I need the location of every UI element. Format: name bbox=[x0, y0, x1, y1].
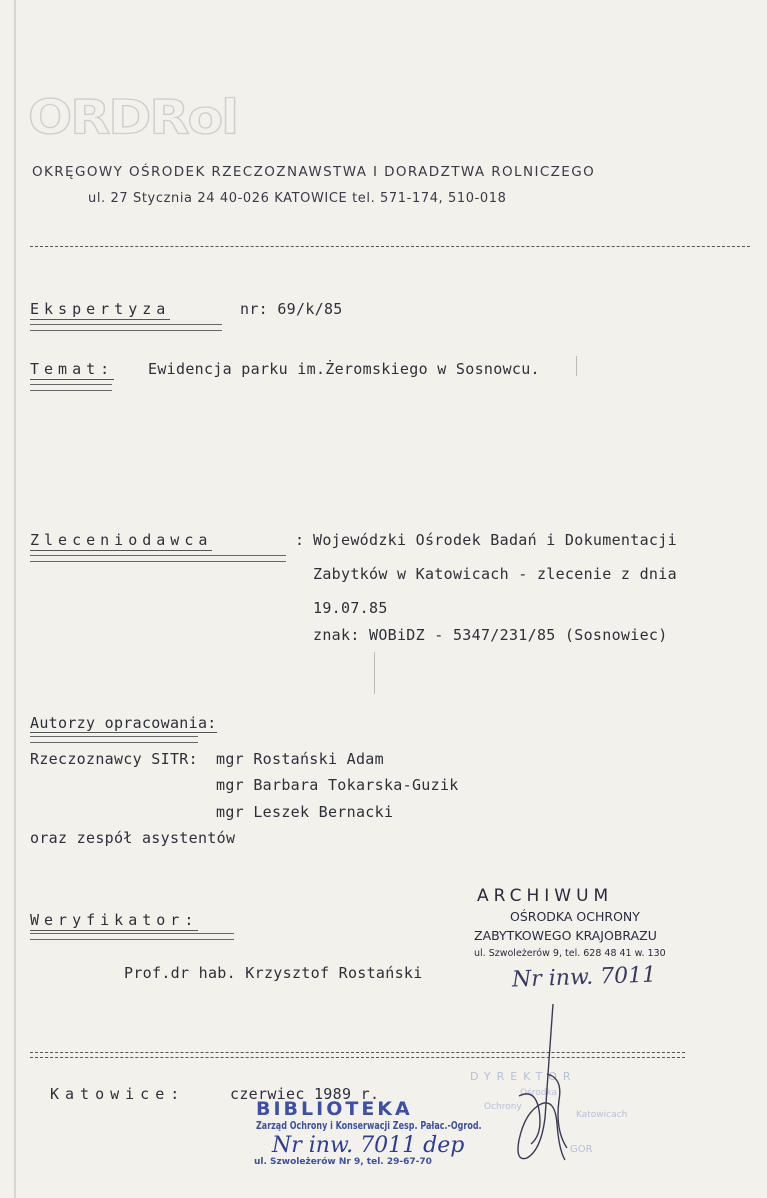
footer-city: Katowice: bbox=[50, 1085, 186, 1103]
topic-label: Temat: bbox=[30, 360, 115, 378]
expertise-label: Ekspertyza bbox=[30, 300, 171, 318]
client-line-2: Zabytków w Katowicach - zlecenie z dnia bbox=[313, 565, 677, 583]
director-stamp-line-1: Ośrodka bbox=[520, 1088, 558, 1098]
expertise-number: nr: 69/k/85 bbox=[240, 300, 343, 318]
client-line-3: 19.07.85 bbox=[313, 599, 388, 617]
verifier-underline bbox=[30, 933, 234, 940]
director-stamp-line-3: Katowicach bbox=[576, 1110, 628, 1120]
signature-scribble bbox=[505, 1000, 575, 1172]
verifier-label: Weryfikator: bbox=[30, 911, 199, 929]
footer-date: czerwiec 1989 r. bbox=[230, 1085, 380, 1103]
director-stamp-line-2: Ochrony bbox=[484, 1102, 522, 1112]
director-stamp-title: DYREKTOR bbox=[470, 1070, 577, 1083]
org-name: OKRĘGOWY OŚRODEK RZECZOZNAWSTWA I DORADZTWA ROLNICZEGO bbox=[32, 164, 596, 180]
footer-separator bbox=[30, 1052, 685, 1058]
library-stamp-title: BIBLIOTEKA bbox=[256, 1098, 413, 1120]
verifier-name: Prof.dr hab. Krzysztof Rostański bbox=[124, 964, 423, 982]
author-name-2: mgr Barbara Tokarska-Guzik bbox=[216, 776, 459, 794]
archive-inventory-handwritten: Nr inw. 7011 bbox=[511, 962, 657, 993]
expertise-underline bbox=[30, 324, 222, 331]
authors-underline bbox=[30, 736, 198, 743]
topic-underline bbox=[30, 384, 112, 391]
library-inventory-handwritten: Nr inw. 7011 dep bbox=[272, 1133, 465, 1158]
authors-role: Rzeczoznawcy SITR: bbox=[30, 750, 198, 768]
director-stamp-name: GOR bbox=[570, 1144, 593, 1155]
client-colon: : bbox=[295, 531, 305, 549]
author-name-1: mgr Rostański Adam bbox=[216, 750, 384, 768]
author-name-3: mgr Leszek Bernacki bbox=[216, 803, 394, 821]
client-underline bbox=[30, 555, 286, 562]
client-line-4: znak: WOBiDZ - 5347/231/85 (Sosnowiec) bbox=[313, 626, 668, 644]
archive-stamp-title: ARCHIWUM bbox=[477, 886, 614, 906]
client-margin-mark bbox=[374, 652, 375, 694]
margin-mark bbox=[576, 356, 577, 376]
org-logo: ORDRol bbox=[28, 91, 237, 145]
client-line-1: Wojewódzki Ośrodek Badań i Dokumentacji bbox=[313, 531, 677, 549]
archive-stamp-line-1: OŚRODKA OCHRONY bbox=[510, 909, 640, 924]
library-stamp-line-1: Zarząd Ochrony i Konserwacji Zesp. Pałac.-Ogrod. bbox=[256, 1119, 482, 1132]
org-address: ul. 27 Stycznia 24 40-026 KATOWICE tel. 571-174, 510-018 bbox=[88, 191, 507, 206]
topic-value: Ewidencja parku im.Żeromskiego w Sosnowcu. bbox=[148, 360, 540, 378]
archive-stamp-line-3: ul. Szwoleżerów 9, tel. 628 48 41 w. 130 bbox=[474, 948, 666, 959]
client-label: Zleceniodawca bbox=[30, 531, 213, 549]
archive-stamp-line-2: ZABYTKOWEGO KRAJOBRAZU bbox=[474, 928, 657, 943]
authors-label: Autorzy opracowania: bbox=[30, 714, 217, 732]
authors-team: oraz zespół asystentów bbox=[30, 829, 236, 847]
header-divider bbox=[30, 246, 750, 247]
library-stamp-line-2: ul. Szwoleżerów Nr 9, tel. 29-67-70 bbox=[254, 1157, 432, 1167]
paper-edge bbox=[14, 0, 16, 1198]
